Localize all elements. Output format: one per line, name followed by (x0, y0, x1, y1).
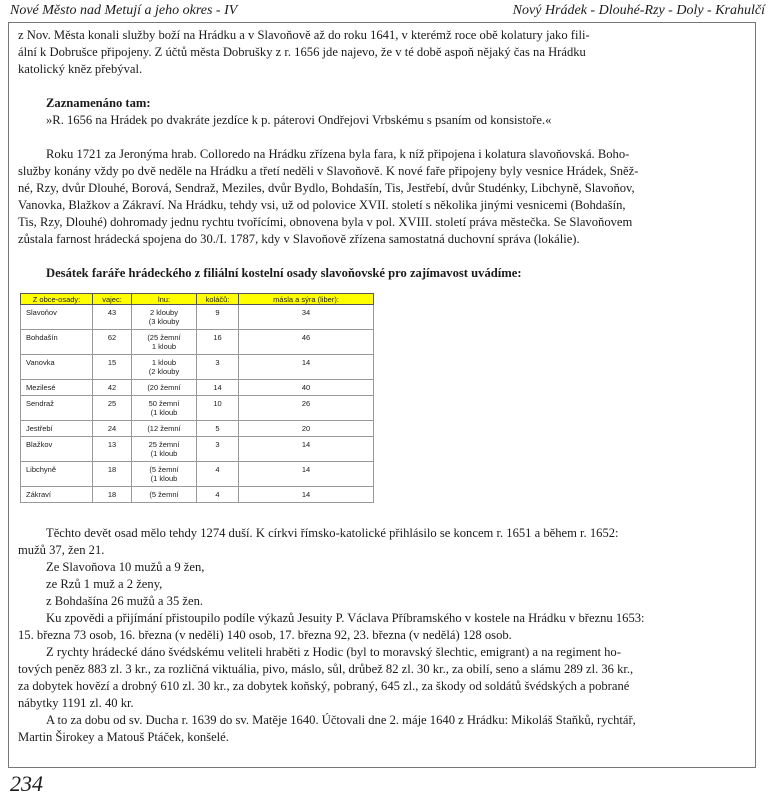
note-heading: Zaznamenáno tam: (46, 96, 151, 110)
intro-paragraph: z Nov. Města konali služby boží na Hrádku a v Slavoňově až do roku 1641, v kterémž roce obě kolatury jako fili- ální k Dobrušce připojeny. Z účtů města Dobrušky z r. 1656 jde najevo, že v té době aspoň nějaký čas na Hrádku katolický kněz přebýval. (18, 28, 590, 76)
note-quote: »R. 1656 na Hrádek po dvakráte jezdíce k p. páterovi Ondřejovi Vrbskému s psaním od konsistoře.« (46, 113, 552, 127)
tithe-table-header (21, 294, 374, 305)
page-number: 234 (10, 771, 43, 796)
census-paragraph: Těchto devět osad mělo tehdy 1274 duší. K církvi římsko-katolické přihlásilo se koncem r. 1651 a během r. 1652: mužů 37, žen 21. (18, 526, 619, 557)
col-village: Z obce-osady: (21, 294, 93, 305)
census-list-item: Ze Slavoňova 10 mužů a 9 žen, (46, 560, 205, 574)
period-paragraph: A to za dobu od sv. Ducha r. 1639 do sv. Matěje 1640. Účtovali dne 2. máje 1640 z Hrádku: Mikoláš Staňků, rychtář, Martin Širokey a Matouš Ptáček, konšelé. (18, 713, 636, 744)
col-butter-cheese: másla a sýra (liber): (239, 294, 374, 305)
table-heading: Desátek faráře hrádeckého z filiální kostelní osady slavoňovské pro zajímavost uvádíme: (46, 266, 522, 280)
table-row: Bohdašín 62 (25 žemní 1 kloub 16 46 (21, 330, 374, 355)
col-flax: lnu: (132, 294, 197, 305)
table-row: Blažkov 13 25 žemní (1 kloub 3 14 (21, 437, 374, 462)
table-row: Vanovka 15 1 kloub (2 klouby 3 14 (21, 355, 374, 380)
page-content (18, 27, 744, 746)
running-header (10, 3, 765, 21)
table-row: Slavoňov 43 2 klouby (3 klouby 9 34 (21, 305, 374, 330)
parish-paragraph: Roku 1721 za Jeronýma hrab. Colloredo na Hrádku zřízena byla fara, k níž připojena i kolatura slavoňovská. Boho- služby konány vždy po dvě neděle na Hrádku a třetí neděli v Slavoňově. K nové faře připojeny byly vesnice Hrádek, Sněž- né, Rzy, dvůr Dlouhé, Borová, Sendraž, Meziles, dvůr Bydlo, Bohdašín, Tis, Jestřebí, dvůr Studénky, Libchyně, Slavoňov, Vanovka, Blažkov a Zákraví. Na Hrádku, tehdy vsi, už od polovice XVII. století s několika jinými vesnicemi (Bohdašín, Tis, Rzy, Dlouhé) dohromady jednu rychtu tvořícími, obnovena byla v pol. XVIII. století práva městečka. Se Slavoňovem zůstala farnost hrádecká spojena do 30./I. 1787, kdy v Slavoňově zřízena samostatná duchovní správa (lokálie). (18, 147, 639, 246)
header-left-title: Nové Město nad Metují a jeho okres - IV (10, 3, 238, 18)
col-eggs: vajec: (93, 294, 132, 305)
table-row: Jestřebí 24 (12 žemní 5 20 (21, 421, 374, 437)
table-row: Mezilesé 42 (20 žemní 14 40 (21, 380, 374, 396)
col-cakes: koláčů: (197, 294, 239, 305)
table-row: Libchyně 18 (5 žemní (1 kloub 4 14 (21, 462, 374, 487)
header-right-title: Nový Hrádek - Dlouhé-Rzy - Doly - Krahulčí (512, 3, 765, 18)
census-list-item: ze Rzů 1 muž a 2 ženy, (46, 577, 163, 591)
confession-paragraph: Ku zpovědi a přijímání přistoupilo podíle výkazů Jesuity P. Václava Příbramského v kostele na Hrádku v březnu 1653: 15. března 73 osob, 16. března (v neděli) 140 osob, 17. března 92, 23. března (v nedělá) 128 osob. (18, 611, 645, 642)
table-row: Sendraž 25 50 žemní (1 kloub 10 26 (21, 396, 374, 421)
levy-paragraph: Z rychty hrádecké dáno švédskému veliteli hraběti z Hodic (byl to moravský šlechtic, emigrant) a na regiment ho- tových peněz 883 zl. 3 kr., za rozličná viktuália, pivo, máslo, sůl, drůbež 82 zl. 30 kr., za obilí, seno a slámu 289 zl. 36 kr., za dobytek hovězí a drobný 610 zl. 30 kr., za dobytek koňský, pobraný, 645 zl., za škody od soldátů švédských a pobrané nábytky 1191 zl. 40 kr. (18, 645, 634, 710)
tithe-table (20, 293, 374, 503)
census-list-item: z Bohdašína 26 mužů a 35 žen. (46, 594, 204, 608)
table-row: Zákraví 18 (5 žemní 4 14 (21, 487, 374, 503)
